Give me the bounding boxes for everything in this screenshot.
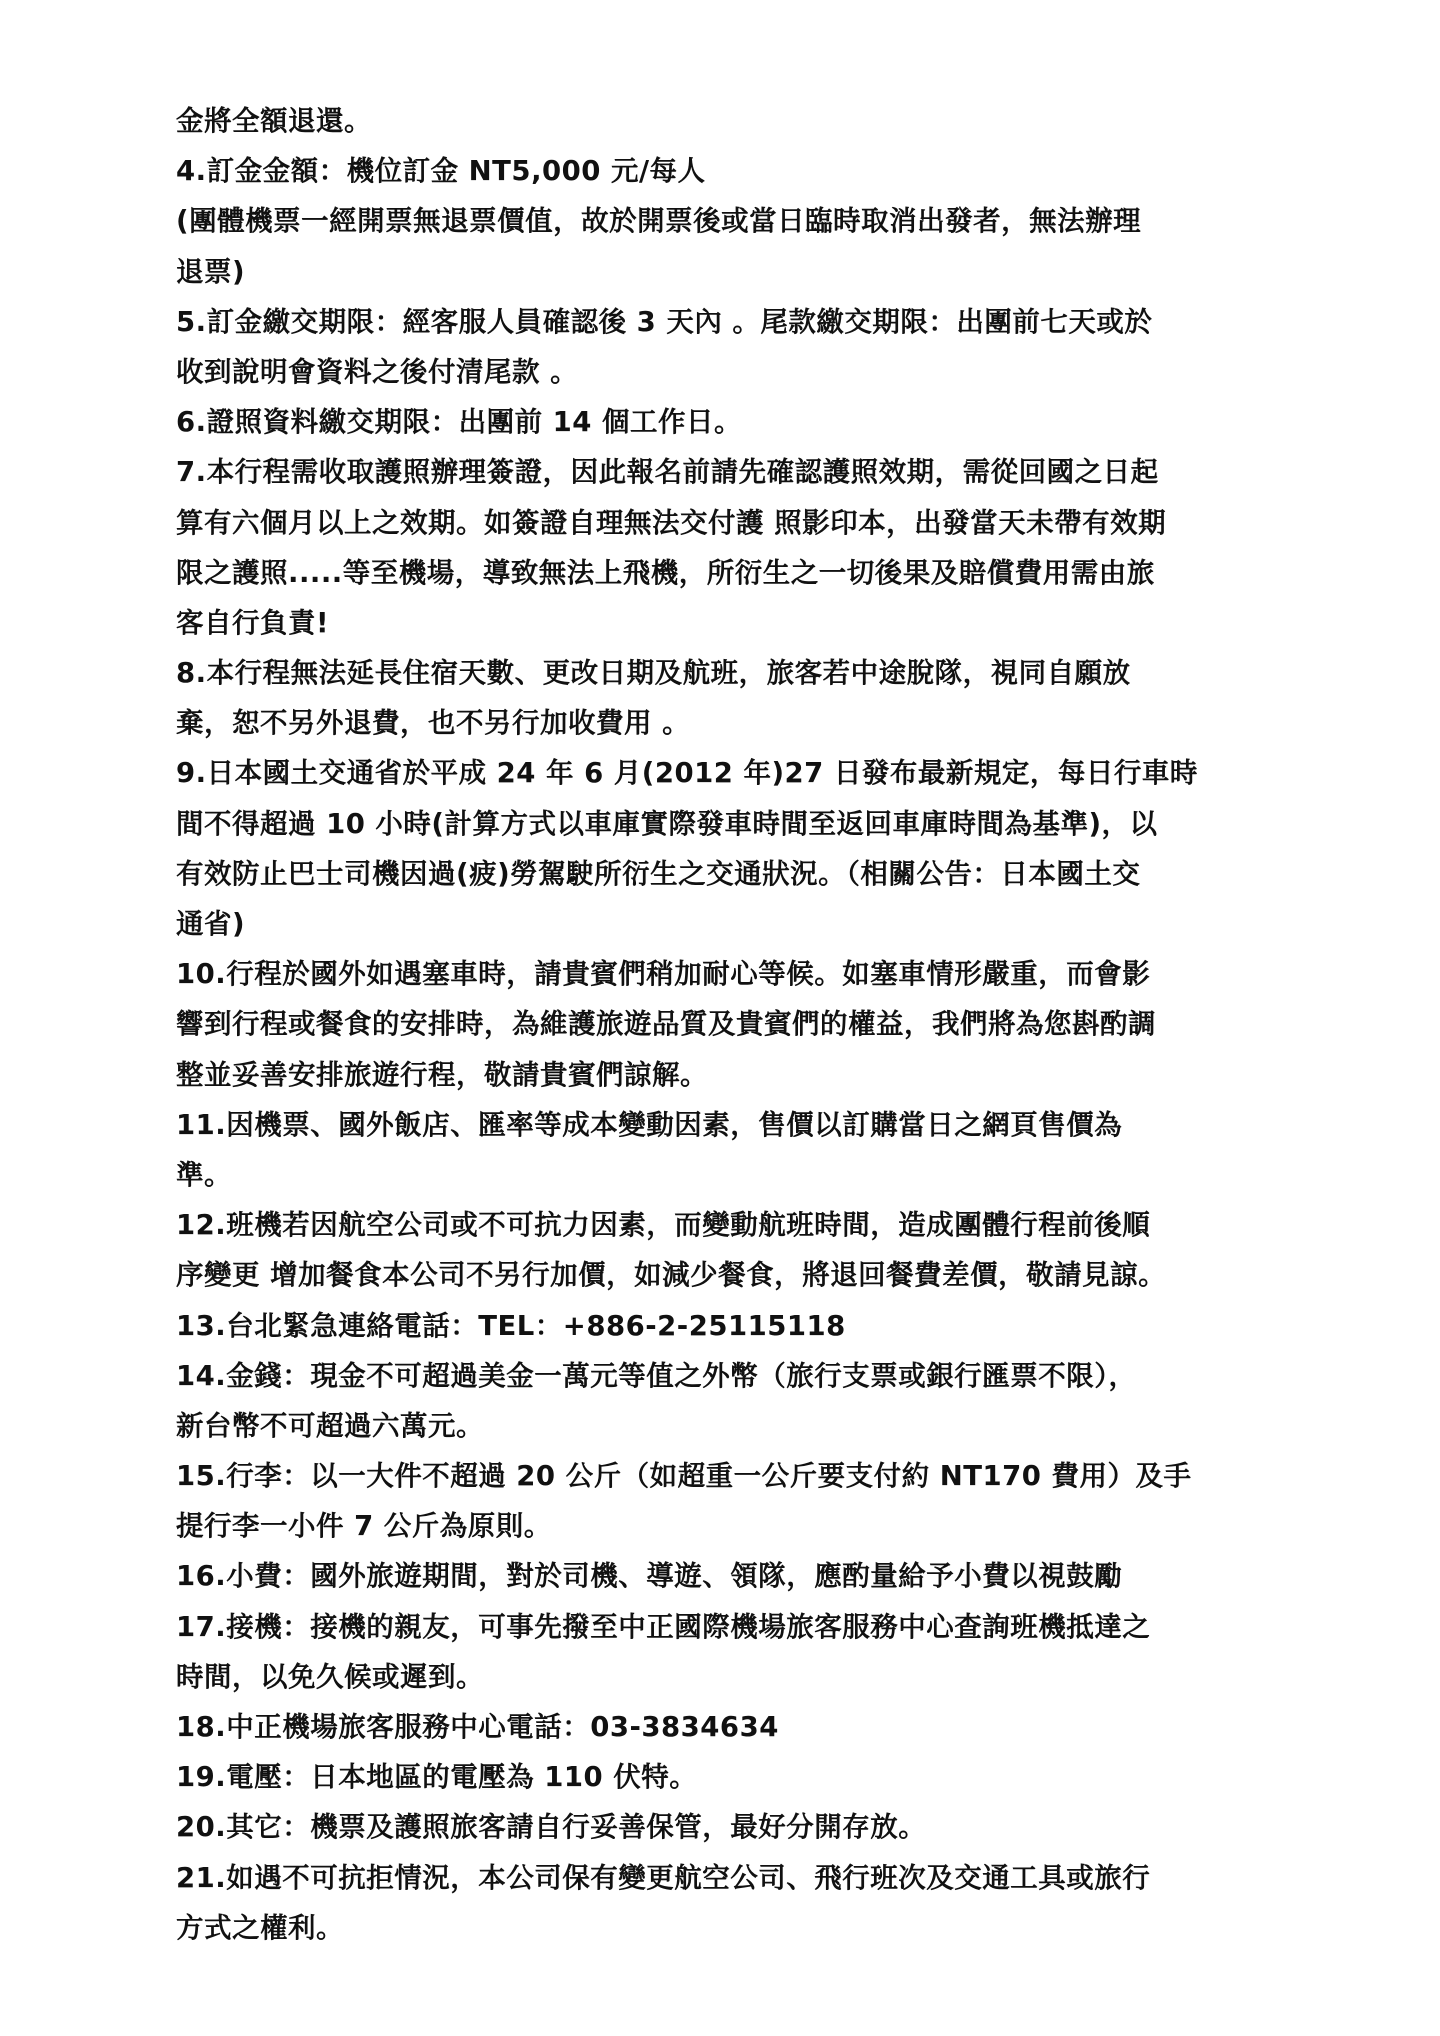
text-line: 17.接機：接機的親友，可事先撥至中正國際機場旅客服務中心查詢班機抵達之 [176, 1610, 1151, 1643]
text-line: 14.金錢：現金不可超過美金一萬元等值之外幣（旅行支票或銀行匯票不限）， [176, 1359, 1137, 1392]
text-line: 整並妥善安排旅遊行程，敬請貴賓們諒解。 [176, 1058, 708, 1091]
text-line: 棄，恕不另外退費，也不另行加收費用 。 [176, 707, 691, 740]
document-page [176, 96, 1286, 1953]
text-line: (團體機票一經開票無退票價值，故於開票後或當日臨時取消出發者，無法辦理 [176, 205, 1142, 238]
text-line: 18.中正機場旅客服務中心電話：03-3834634 [176, 1711, 779, 1743]
text-line: 金將全額退還。 [176, 105, 372, 137]
text-line: 退票) [176, 255, 246, 288]
text-line: 響到行程或餐食的安排時，為維護旅遊品質及貴賓們的權益，我們將為您斟酌調 [176, 1008, 1156, 1041]
text-line: 21.如遇不可抗拒情況，本公司保有變更航空公司、飛行班次及交通工具或旅行 [176, 1861, 1151, 1894]
text-line: 16.小費：國外旅遊期間，對於司機、導遊、領隊，應酌量給予小費以視鼓勵 [176, 1560, 1123, 1593]
text-line: 序變更 增加餐食本公司不另行加價，如減少餐食，將退回餐費差價，敬請見諒。 [176, 1259, 1167, 1292]
text-line: 20.其它：機票及護照旅客請自行妥善保管，最好分開存放。 [176, 1811, 927, 1844]
text-line: 8.本行程無法延長住宿天數、更改日期及航班，旅客若中途脫隊，視同自願放 [176, 657, 1131, 690]
text-line: 6.證照資料繳交期限：出團前 14 個工作日。 [176, 406, 742, 439]
text-line: 限之護照.....等至機場，導致無法上飛機，所衍生之一切後果及賠償費用需由旅 [176, 556, 1155, 589]
text-line: 19.電壓：日本地區的電壓為 110 伏特。 [176, 1761, 698, 1794]
text-line: 時間，以免久候或遲到。 [176, 1660, 484, 1693]
text-line: 通省) [176, 908, 246, 940]
text-line: 提行李一小件 7 公斤為原則。 [176, 1510, 552, 1543]
text-line: 方式之權利。 [176, 1911, 344, 1944]
text-line: 10.行程於國外如遇塞車時，請貴賓們稍加耐心等候。如塞車情形嚴重，而會影 [176, 958, 1151, 991]
text-line: 9.日本國土交通省於平成 24 年 6 月(2012 年)27 日發布最新規定，每日行車時 [176, 757, 1198, 790]
text-line: 5.訂金繳交期限：經客服人員確認後 3 天內 。尾款繳交期限：出團前七天或於 [176, 305, 1153, 338]
text-line: 11.因機票、國外飯店、匯率等成本變動因素，售價以訂購當日之網頁售價為 [176, 1108, 1123, 1141]
text-line: 12.班機若因航空公司或不可抗力因素，而變動航班時間，造成團體行程前後順 [176, 1209, 1151, 1242]
text-line: 15.行李：以一大件不超過 20 公斤（如超重一公斤要支付約 NT170 費用）及手 [176, 1460, 1192, 1493]
text-line: 間不得超過 10 小時(計算方式以車庫實際發車時間至返回車庫時間為基準)，以 [176, 807, 1158, 840]
text-line: 準。 [176, 1158, 232, 1191]
text-line: 13.台北緊急連絡電話：TEL：+886-2-25115118 [176, 1309, 846, 1342]
text-line: 客自行負責! [176, 606, 330, 639]
text-line: 新台幣不可超過六萬元。 [176, 1409, 484, 1442]
text-line: 有效防止巴士司機因過(疲)勞駕駛所衍生之交通狀況。（相關公告：日本國土交 [176, 857, 1141, 890]
text-line: 4.訂金金額：機位訂金 NT5,000 元/每人 [176, 155, 706, 188]
text-line: 7.本行程需收取護照辦理簽證，因此報名前請先確認護照效期，需從回國之日起 [176, 456, 1159, 489]
text-line: 收到說明會資料之後付清尾款 。 [176, 355, 579, 388]
text-line: 算有六個月以上之效期。如簽證自理無法交付護 照影印本，出發當天未帶有效期 [176, 506, 1167, 539]
